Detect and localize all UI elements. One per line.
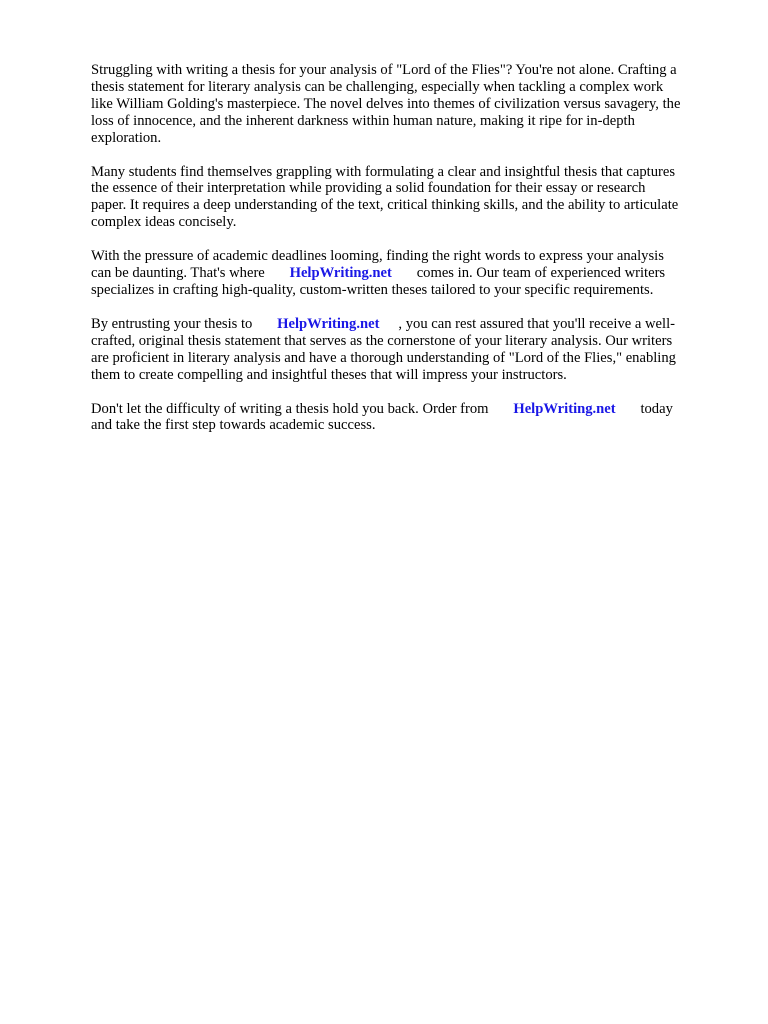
paragraph-deadlines [91, 248, 723, 299]
document-body [91, 62, 723, 451]
text-line: complex ideas concisely. [91, 214, 237, 231]
helpwriting-link[interactable]: HelpWriting.net [277, 315, 380, 332]
text-segment: today [640, 400, 673, 417]
text-line: the essence of their interpretation while providing a solid foundation for their essay or research [91, 180, 646, 197]
text-line [91, 401, 723, 418]
text-line: them to create compelling and insightful theses that will impress your instructors. [91, 366, 567, 383]
text-line [91, 316, 723, 333]
text-segment: , you can rest assured that you'll receive a well- [398, 315, 675, 332]
text-line: like William Golding's masterpiece. The novel delves into themes of civilization versus savagery, the [91, 95, 681, 112]
text-line: Many students find themselves grappling with formulating a clear and insightful thesis that captures [91, 163, 676, 180]
text-line [91, 265, 723, 282]
text-line: paper. It requires a deep understanding of the text, critical thinking skills, and the ability to articulate [91, 197, 679, 214]
text-line: crafted, original thesis statement that serves as the cornerstone of your literary analysis. Our writers [91, 332, 673, 349]
text-line: Struggling with writing a thesis for your analysis of "Lord of the Flies"? You're not alone. Crafting a [91, 62, 677, 78]
helpwriting-link[interactable]: HelpWriting.net [289, 265, 392, 282]
text-line: are proficient in literary analysis and have a thorough understanding of "Lord of the Flies," enabling [91, 349, 676, 366]
paragraph-order [91, 401, 723, 435]
helpwriting-link[interactable]: HelpWriting.net [513, 400, 616, 417]
text-line: and take the first step towards academic success. [91, 417, 376, 434]
text-line: exploration. [91, 129, 162, 146]
text-line: specializes in crafting high-quality, custom-written theses tailored to your specific requirements. [91, 281, 654, 298]
text-segment: By entrusting your thesis to [91, 315, 253, 332]
text-segment: can be daunting. That's where [91, 265, 265, 282]
text-segment: Don't let the difficulty of writing a thesis hold you back. Order from [91, 400, 489, 417]
text-segment: comes in. Our team of experienced writers [416, 265, 666, 282]
paragraph-entrusting [91, 316, 723, 384]
text-line: thesis statement for literary analysis can be challenging, especially when tackling a complex work [91, 78, 664, 95]
text-line: With the pressure of academic deadlines looming, finding the right words to express your analysis [91, 248, 664, 265]
paragraph-intro [91, 62, 723, 147]
paragraph-students [91, 164, 723, 232]
text-line: loss of innocence, and the inherent darkness within human nature, making it ripe for in-depth [91, 112, 635, 129]
